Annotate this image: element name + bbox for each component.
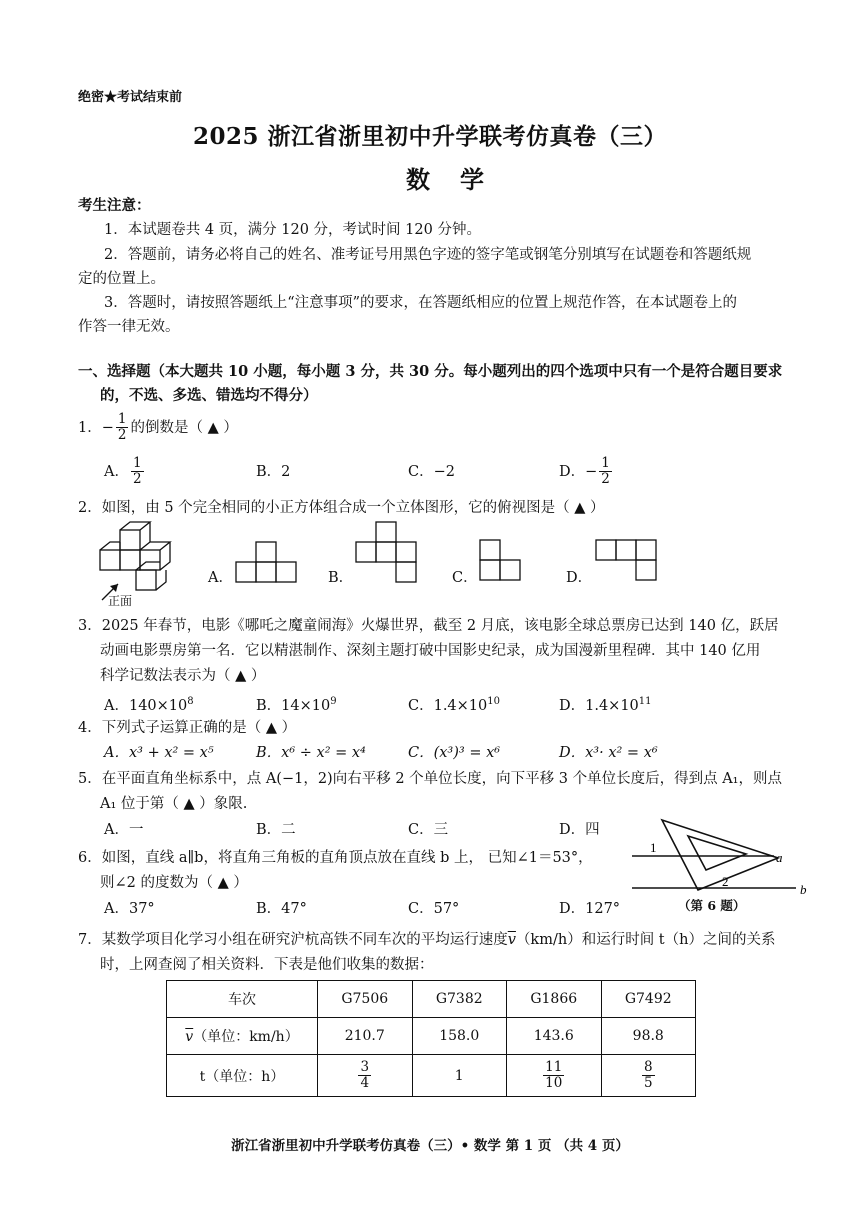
fraction: $\frac{1}{2}$ xyxy=(117,411,127,443)
page-footer: 浙江省浙里初中升学联考仿真卷（三）• 数学 第 1 页 （共 4 页） xyxy=(231,1138,629,1154)
q5-option-a: A．一 xyxy=(104,822,144,838)
data-table xyxy=(166,980,696,1097)
question-6-cont: 则∠2 的度数为（ ▲ ） xyxy=(100,875,248,891)
option-d-figure xyxy=(592,538,660,586)
front-label: 正面 xyxy=(108,594,133,608)
q2-option-d: D． xyxy=(566,570,593,586)
notice-item: 作答一律无效。 xyxy=(78,319,180,335)
question-3: 3．2025 年春节，电影《哪吒之魔童闹海》火爆世界，截至 2 月底，该电影全球总票房已达到 140 亿，跃居 xyxy=(78,618,779,634)
q3-option-a: A．$140\times 10^8$ xyxy=(104,696,194,714)
q2-option-c: C． xyxy=(452,570,478,586)
q1-option-b: B．2 xyxy=(256,464,291,480)
notice-item: 3．答题时，请按照答题纸上“注意事项”的要求，在答题纸相应的位置上规范作答，在本试题卷上的 xyxy=(104,295,738,311)
q4-option-d: D．x³· x² = x⁶ xyxy=(559,745,658,761)
angle-1-label: 1 xyxy=(650,840,657,855)
q6-option-c: C．57° xyxy=(408,901,460,917)
question-1 xyxy=(78,412,238,443)
table-header-row: 车次 G7506 G7382 G1866 G7492 xyxy=(167,981,696,1018)
question-3-cont: 动画电影票房第一名．它以精湛制作、深刻主题打破中国影史纪录，成为国漫新里程碑．其中 140 亿用 xyxy=(100,643,761,659)
q4-option-b: B．x⁶ ÷ x² = x⁴ xyxy=(256,745,366,761)
table-row: t（单位：h） $\frac{3}{4}$ 1 $\frac{11}{10}$ $\frac{8}{5}$ xyxy=(167,1055,696,1097)
q1-option-d: D．− $\frac{1}{2}$ xyxy=(559,455,610,487)
figure-6-caption: （第 6 题） xyxy=(678,898,746,913)
notice-item: 1．本试题卷共 4 页，满分 120 分，考试时间 120 分钟。 xyxy=(104,222,481,238)
question-3-cont: 科学记数法表示为（ ▲ ） xyxy=(100,668,266,684)
q2-option-b: B． xyxy=(328,570,354,586)
q1-option-a: A． $\frac{1}{2}$ xyxy=(104,455,142,487)
table-row: $\overline{v}$（单位：km/h） 210.7 158.0 143.6 98.8 xyxy=(167,1018,696,1055)
question-5-cont: A₁ 位于第（ ▲ ）象限. xyxy=(100,796,248,812)
question-text: 的倒数是（ ▲ ） xyxy=(130,419,238,436)
q1-option-c: C．−2 xyxy=(408,464,455,480)
question-4: 4．下列式子运算正确的是（ ▲ ） xyxy=(78,720,297,736)
q3-option-b: B．$14\times 10^9$ xyxy=(256,696,337,714)
q5-option-c: C．三 xyxy=(408,822,449,838)
line-a-label: a xyxy=(776,850,783,865)
exam-title: 2025 浙江省浙里初中升学联考仿真卷（三） xyxy=(192,123,668,150)
option-c-figure xyxy=(476,538,524,586)
notice-heading: 考生注意： xyxy=(78,197,151,214)
question-2: 2．如图，由 5 个完全相同的小正方体组合成一个立体图形，它的俯视图是（ ▲ ） xyxy=(78,500,605,516)
q3-option-d: D．$1.4\times 10^{11}$ xyxy=(559,696,652,714)
question-5: 5．在平面直角坐标系中，点 A(−1，2)向右平移 2 个单位长度，向下平移 3 个单位长度后，得到点 A₁，则点 xyxy=(78,771,782,787)
notice-item: 定的位置上。 xyxy=(78,271,165,287)
section-heading-cont: 的，不选、多选、错选均不得分） xyxy=(100,387,318,404)
q3-option-c: C．$1.4\times 10^{10}$ xyxy=(408,696,500,714)
option-a-figure xyxy=(232,540,300,588)
q4-option-a: A．x³ + x² = x⁵ xyxy=(104,745,214,761)
option-b-figure xyxy=(352,520,420,586)
q5-option-d: D．四 xyxy=(559,822,600,838)
q6-option-b: B．47° xyxy=(256,901,307,917)
subject-title: 数学 xyxy=(406,165,514,194)
angle-2-label: 2 xyxy=(722,874,729,889)
confidential-mark: 绝密★考试结束前 xyxy=(78,90,183,105)
minus-sign: − xyxy=(101,419,114,436)
q4-option-c: C．(x³)³ = x⁶ xyxy=(408,745,501,761)
q6-option-a: A．37° xyxy=(104,901,155,917)
q5-option-b: B．二 xyxy=(256,822,296,838)
question-7-cont: 时，上网查阅了相关资料．下表是他们收集的数据： xyxy=(100,957,434,973)
q6-option-d: D．127° xyxy=(559,901,621,917)
q2-option-a: A． xyxy=(208,570,233,586)
line-b-label: b xyxy=(800,882,807,897)
section-heading: 一、选择题（本大题共 10 小题，每小题 3 分，共 30 分。每小题列出的四个选项中只有一个是符合题目要求 xyxy=(78,363,783,380)
question-6: 6．如图，直线 a∥b，将直角三角板的直角顶点放在直线 b 上， 已知∠1＝53°， xyxy=(78,850,593,866)
notice-item: 2．答题前，请务必将自己的姓名、准考证号用黑色字迹的签字笔或钢笔分别填写在试题卷和答题纸规 xyxy=(104,247,752,263)
question-number: 1． xyxy=(78,419,102,436)
question-7: 7．某数学项目化学习小组在研究沪杭高铁不同车次的平均运行速度$\overline{v}(km/h)$和运行时间 t（h）之间的关系 xyxy=(78,932,776,948)
